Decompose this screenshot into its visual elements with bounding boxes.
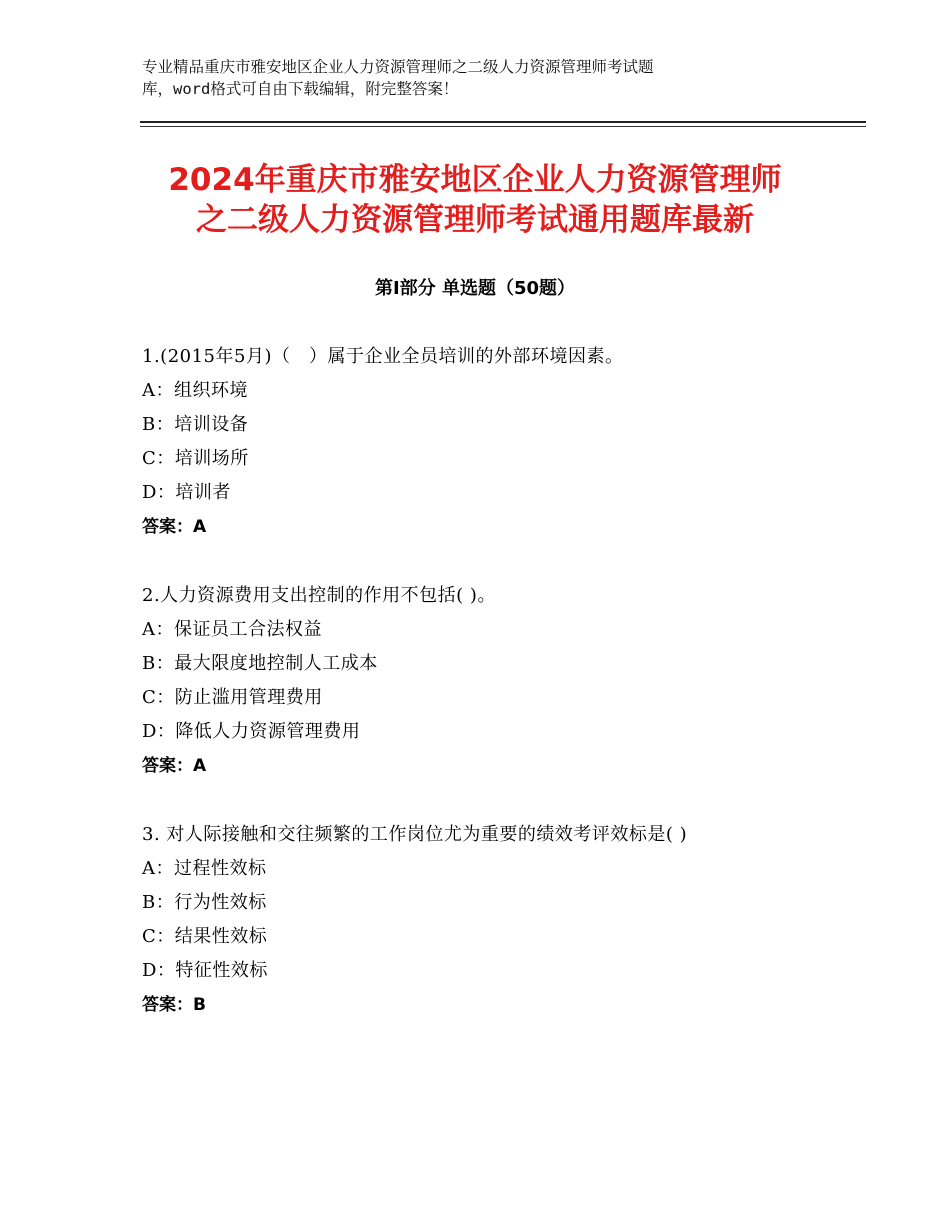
- option-c: C：培训场所: [142, 448, 249, 469]
- header-note-line-1: 专业精品重庆市雅安地区企业人力资源管理师之二级人力资源管理师考试题: [142, 58, 654, 76]
- question-3: [142, 818, 862, 1022]
- option-a: A：组织环境: [142, 380, 248, 401]
- header-divider-thin: [140, 126, 866, 127]
- question-stem: 1.(2015年5月)（ ）属于企业全员培训的外部环境因素。: [142, 346, 624, 367]
- answer-label: 答案：B: [142, 995, 206, 1015]
- section-heading: 第Ⅰ部分 单选题（50题）: [374, 278, 575, 299]
- option-d: D：特征性效标: [142, 960, 268, 981]
- option-b: B：行为性效标: [142, 892, 267, 913]
- header-divider-thick: [140, 121, 866, 123]
- option-d: D：降低人力资源管理费用: [142, 721, 361, 742]
- question-stem: 2.人力资源费用支出控制的作用不包括( )。: [142, 585, 496, 606]
- answer-label: 答案：A: [142, 756, 207, 776]
- title-line-1: 2024年重庆市雅安地区企业人力资源管理师: [168, 162, 782, 198]
- option-b: B：培训设备: [142, 414, 249, 435]
- header-note: [142, 56, 782, 100]
- option-c: C：防止滥用管理费用: [142, 687, 323, 708]
- title-line-2: 之二级人力资源管理师考试通用题库最新: [196, 202, 754, 238]
- option-a: A：保证员工合法权益: [142, 619, 322, 640]
- document-title: [60, 160, 890, 240]
- question-stem: 3. 对人际接触和交往频繁的工作岗位尤为重要的绩效考评效标是( ): [142, 824, 688, 845]
- option-d: D：培训者: [142, 482, 231, 503]
- answer-label: 答案：A: [142, 517, 207, 537]
- question-1: [142, 340, 862, 544]
- option-c: C：结果性效标: [142, 926, 268, 947]
- question-2: [142, 579, 862, 783]
- option-b: B：最大限度地控制人工成本: [142, 653, 378, 674]
- option-a: A：过程性效标: [142, 858, 267, 879]
- header-note-line-2: 库，word格式可自由下载编辑，附完整答案！: [142, 80, 459, 98]
